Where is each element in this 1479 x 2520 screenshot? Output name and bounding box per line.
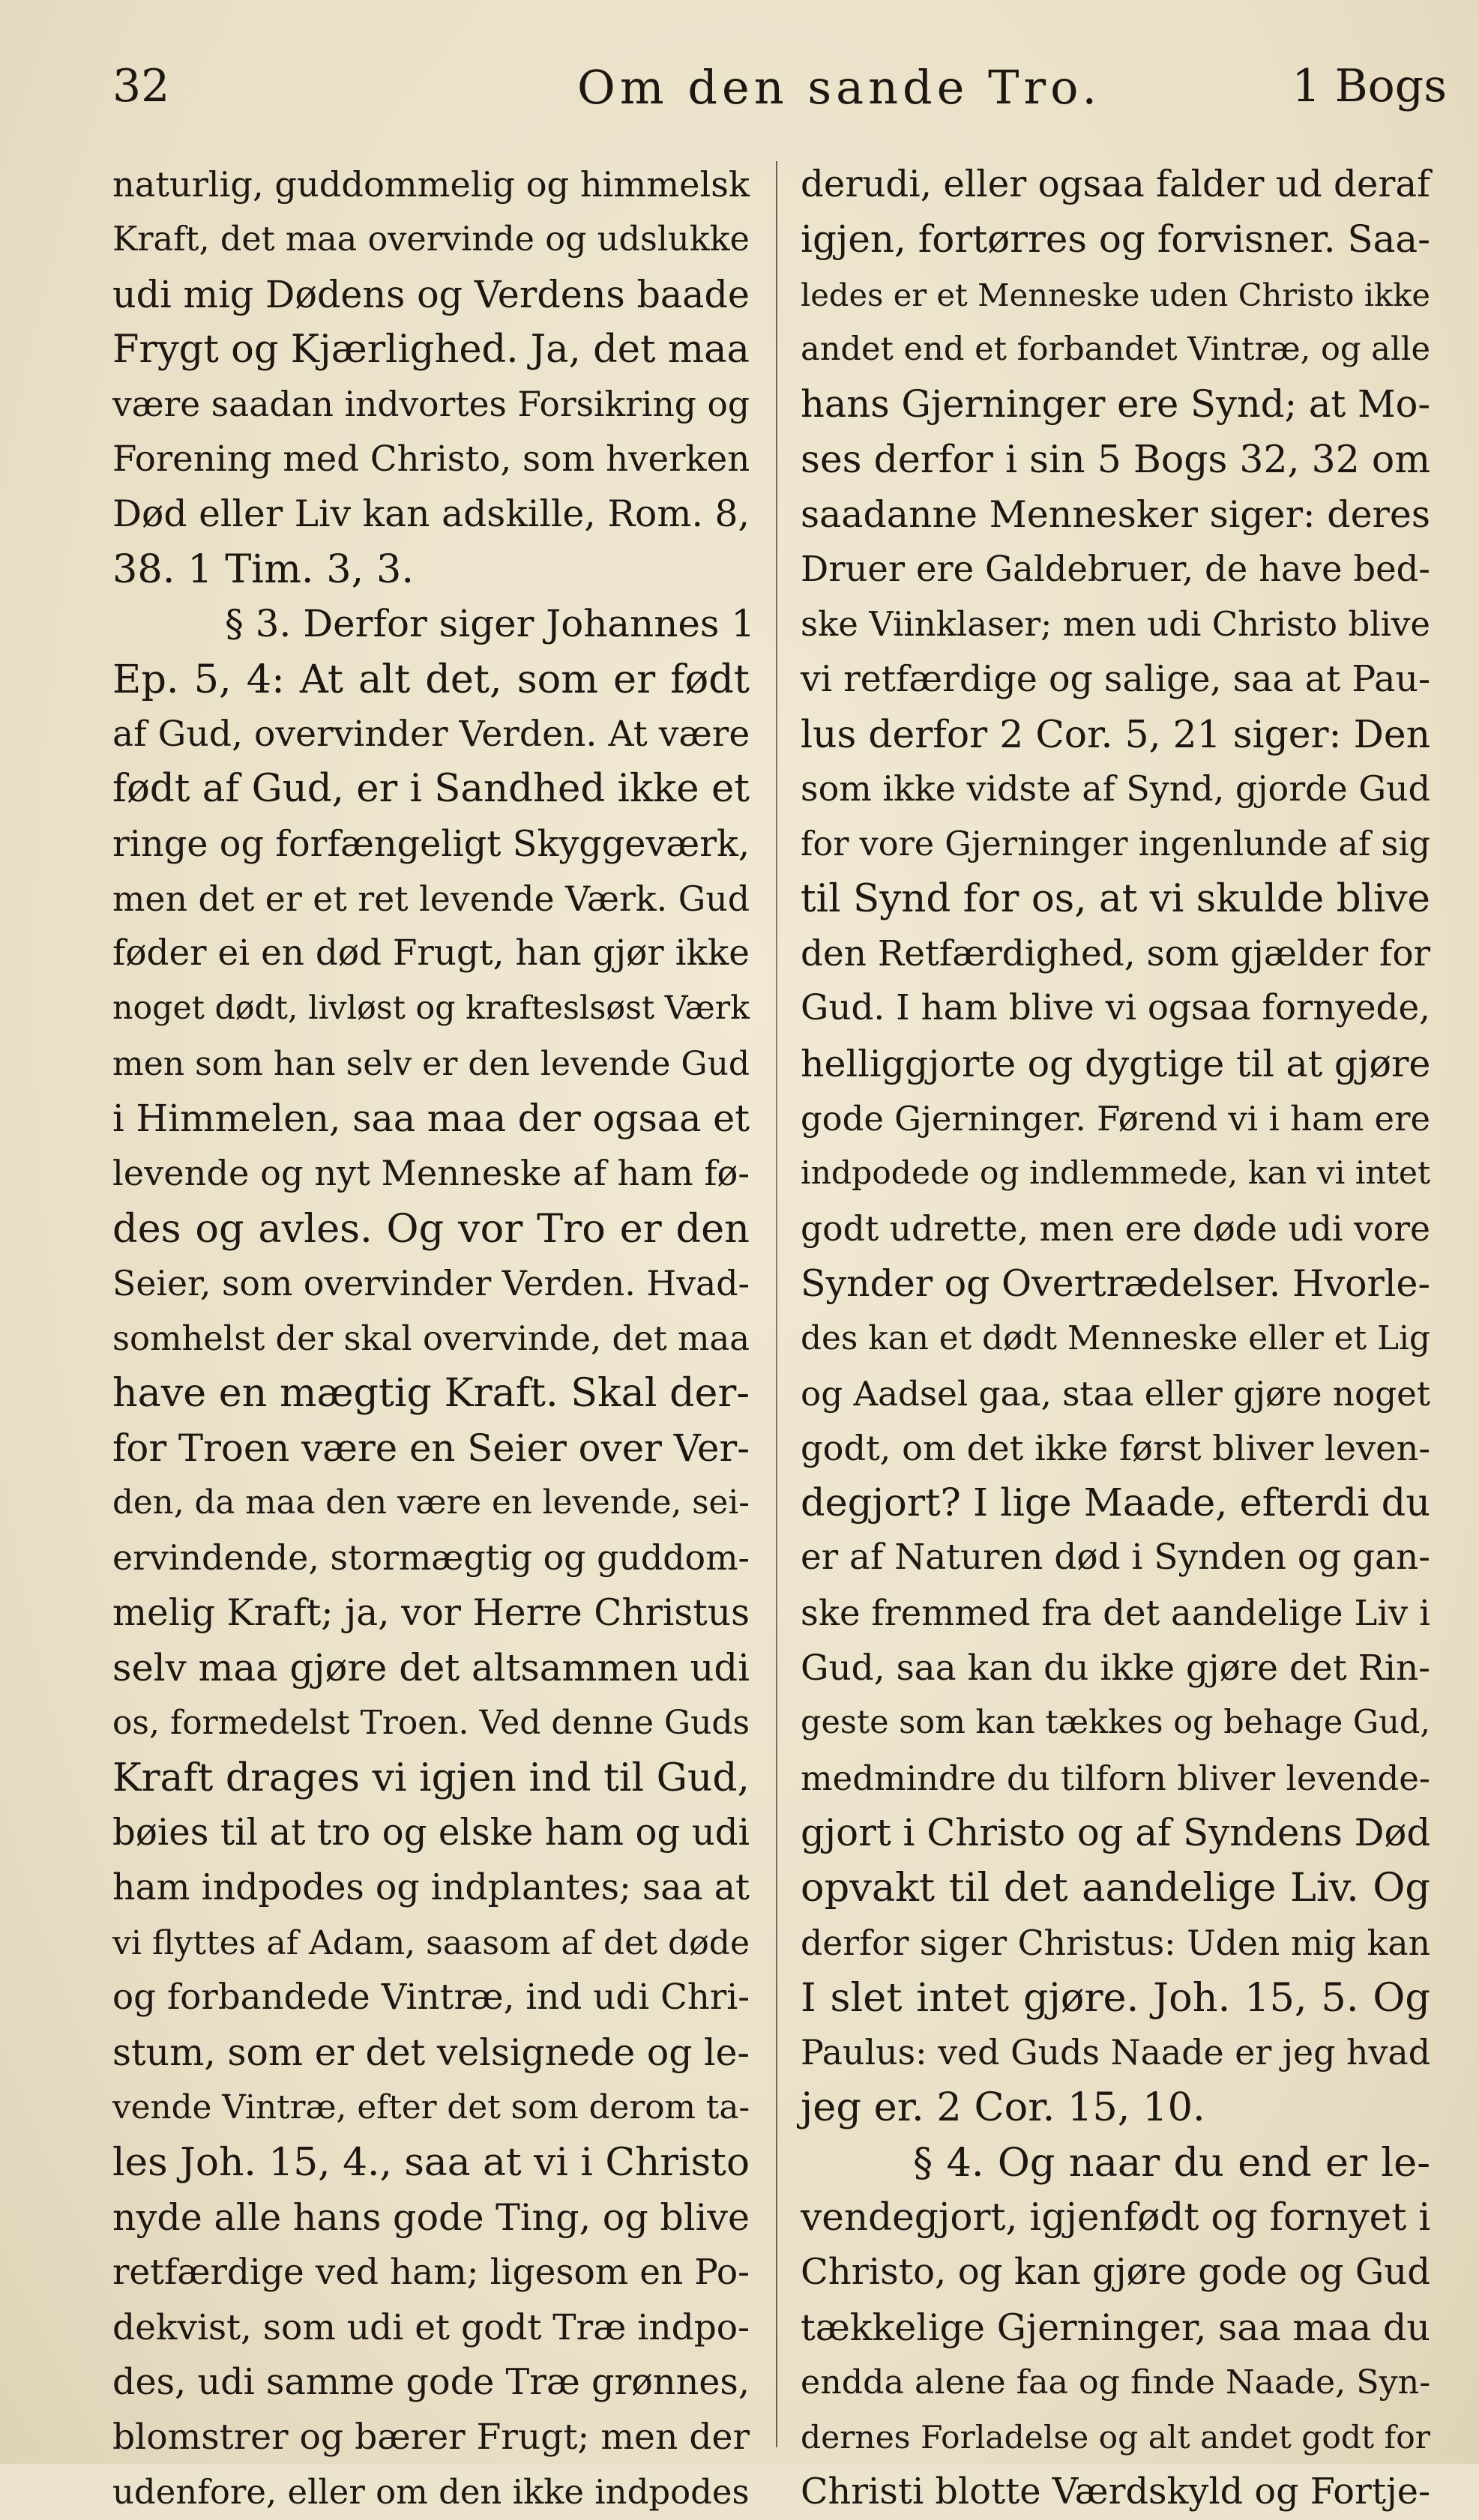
text-line: tækkelige Gjerninger, saa maa du [801,2305,1430,2349]
text-line: vi retfærdige og salige, saa at Pau- [801,658,1430,700]
text-line: stum, som er det velsignede og le- [112,2031,750,2075]
text-line: er af Naturen død i Synden og gan- [801,1537,1430,1579]
text-line: gode Gjerninger. Førend vi i ham ere [801,1099,1430,1139]
text-line: ledes er et Menneske uden Christo ikke [801,276,1430,313]
text-line: af Gud, overvinder Verden. At være [112,713,750,755]
text-line: for vore Gjerninger ingenlunde af sig [801,825,1430,863]
text-line: des og avles. Og vor Tro er den [112,1205,750,1252]
text-line: Forening med Christo, som hverken [112,438,750,480]
section-marker: 1 Bogs [1292,60,1447,112]
text-line: noget dødt, livløst og krafteslsøst Værk [112,989,750,1028]
text-line: andet end et forbandet Vintræ, og alle [801,330,1430,368]
text-line: Ep. 5, 4: At alt det, som er født [112,656,750,702]
text-line: medmindre du tilforn bliver levende- [801,1758,1430,1798]
text-line: men som han selv er den levende Gud [112,1044,750,1083]
text-line: dekvist, som udi et godt Træ indpo- [112,2306,750,2348]
text-line: hans Gjerninger ere Synd; at Mo- [801,382,1431,426]
text-line: ske Viinklaser; men udi Christo blive [801,604,1430,645]
text-line: helliggjorte og dygtige til at gjøre [801,1042,1431,1085]
text-line: født af Gud, er i Sandhed ikke et [112,766,750,812]
text-line: nyde alle hans gode Ting, og blive [112,2195,750,2239]
text-line: men det er et ret levende Værk. Gud [112,878,750,919]
text-line: geste som kan tækkes og behage Gud, [801,1704,1430,1742]
text-line: vende Vintræ, efter det som derom ta- [112,2088,750,2127]
right-text-column [801,157,1430,2520]
text-line: vi flyttes af Adam, saasom af det døde [112,1923,750,1962]
text-line: Frygt og Kjærlighed. Ja, det maa [112,327,750,372]
running-header [112,45,1447,135]
text-line: selv maa gjøre det altsammen udi [112,1646,750,1690]
text-line: Christo, og kan gjøre gode og Gud [801,2251,1430,2294]
text-line: udenfore, eller om den ikke indpodes [112,2472,750,2513]
text-line: somhelst der skal overvinde, det maa [112,1318,750,1359]
text-line: os, formedelst Troen. Ved denne Guds [112,1704,750,1743]
text-line: godt, om det ikke først bliver leven- [801,1427,1430,1468]
text-line: retfærdige ved ham; ligesom en Po- [112,2252,750,2294]
text-line: Gud, saa kan du ikke gjøre det Rin- [801,1648,1430,1689]
text-line: til Synd for os, at vi skulde blive [801,875,1430,921]
text-line: § 3. Derfor siger Johannes 1 [225,602,756,646]
text-line: § 4. Og naar du end er le- [913,2139,1430,2186]
text-line: Synder og Overtrædelser. Hvorle- [801,1261,1430,1305]
text-line: endda alene faa og finde Naade, Syn- [801,2363,1431,2402]
text-line: Christi blotte Værdskyld og Fortje- [801,2471,1431,2513]
text-line: godt udrette, men ere døde udi vore [801,1208,1430,1249]
text-line: melig Kraft; ja, vor Herre Christus [112,1591,750,1634]
text-line: Seier, som overvinder Verden. Hvad- [112,1263,750,1303]
text-line: ham indpodes og indplantes; saa at [112,1867,750,1909]
text-line: ervindende, stormægtig og guddom- [112,1537,750,1579]
text-line: have en mægtig Kraft. Skal der- [112,1370,750,1416]
text-line: Gud. I ham blive vi ogsaa fornyede, [801,988,1430,1029]
text-line: lus derfor 2 Cor. 5, 21 siger: Den [801,711,1430,756]
page-number: 32 [112,60,170,112]
text-line: Død eller Liv kan adskille, Rom. 8, [112,492,750,535]
text-line: føder ei en død Frugt, han gjør ikke [112,933,750,974]
text-line: Kraft drages vi igjen ind til Gud, [112,1755,750,1800]
text-line: ske fremmed fra det aandelige Liv i [801,1592,1430,1633]
text-line: som ikke vidste af Synd, gjorde Gud [801,768,1430,810]
running-title: Om den sande Tro. [577,60,1102,115]
text-line: og forbandede Vintræ, ind udi Chri- [112,1977,750,2018]
text-line: les Joh. 15, 4., saa at vi i Christo [112,2139,750,2185]
text-line: levende og nyt Menneske af ham fø- [112,1153,750,1194]
text-line: derudi, eller ogsaa falder ud deraf [801,163,1430,205]
text-line: Paulus: ved Guds Naade er jeg hvad [801,2032,1430,2073]
text-line: 38. 1 Tim. 3, 3. [112,546,415,593]
text-line: I slet intet gjøre. Joh. 15, 5. Og [801,1974,1430,2021]
text-line: saadanne Mennesker siger: deres [801,492,1430,536]
text-line: ses derfor i sin 5 Bogs 32, 32 om [801,437,1430,482]
text-line: des, udi samme gode Træ grønnes, [112,2361,750,2403]
text-line: derfor siger Christus: Uden mig kan [801,1923,1430,1963]
text-line: den Retfærdighed, som gjælder for [801,933,1431,975]
text-line: opvakt til det aandelige Liv. Og [801,1865,1430,1911]
text-line: for Troen være en Seier over Ver- [112,1426,750,1470]
text-line: dernes Forladelse og alt andet godt for [801,2419,1430,2456]
left-text-column [112,157,756,2520]
text-line: være saadan indvortes Forsikring og [112,385,750,425]
text-line: den, da maa den være en levende, sei- [112,1484,750,1522]
column-divider [776,161,777,2447]
text-line: igjen, fortørres og forvisner. Saa- [801,217,1430,262]
text-line: Druer ere Galdebruer, de have bed- [801,549,1430,590]
text-line: des kan et dødt Menneske eller et Lig [801,1319,1430,1358]
text-line: udi mig Dødens og Verdens baade [112,272,750,316]
text-line: Kraft, det maa overvinde og udslukke [112,220,750,259]
text-line: vendegjort, igjenfødt og fornyet i [801,2195,1431,2239]
text-line: bøies til at tro og elske ham og udi [112,1811,750,1854]
text-line: degjort? I lige Maade, efterdi du [801,1481,1430,1526]
text-line: blomstrer og bærer Frugt; men der [112,2417,750,2459]
text-line: jeg er. 2 Cor. 15, 10. [801,2085,1205,2131]
text-line: i Himmelen, saa maa der ogsaa et [112,1097,750,1141]
text-line: naturlig, guddommelig og himmelsk [112,164,750,205]
text-line: gjort i Christo og af Syndens Død [801,1810,1431,1854]
text-line: ringe og forfængeligt Skyggeværk, [112,823,750,865]
text-line: indpodede og indlemmede, kan vi intet [801,1155,1430,1193]
text-line: og Aadsel gaa, staa eller gjøre noget [801,1373,1430,1414]
